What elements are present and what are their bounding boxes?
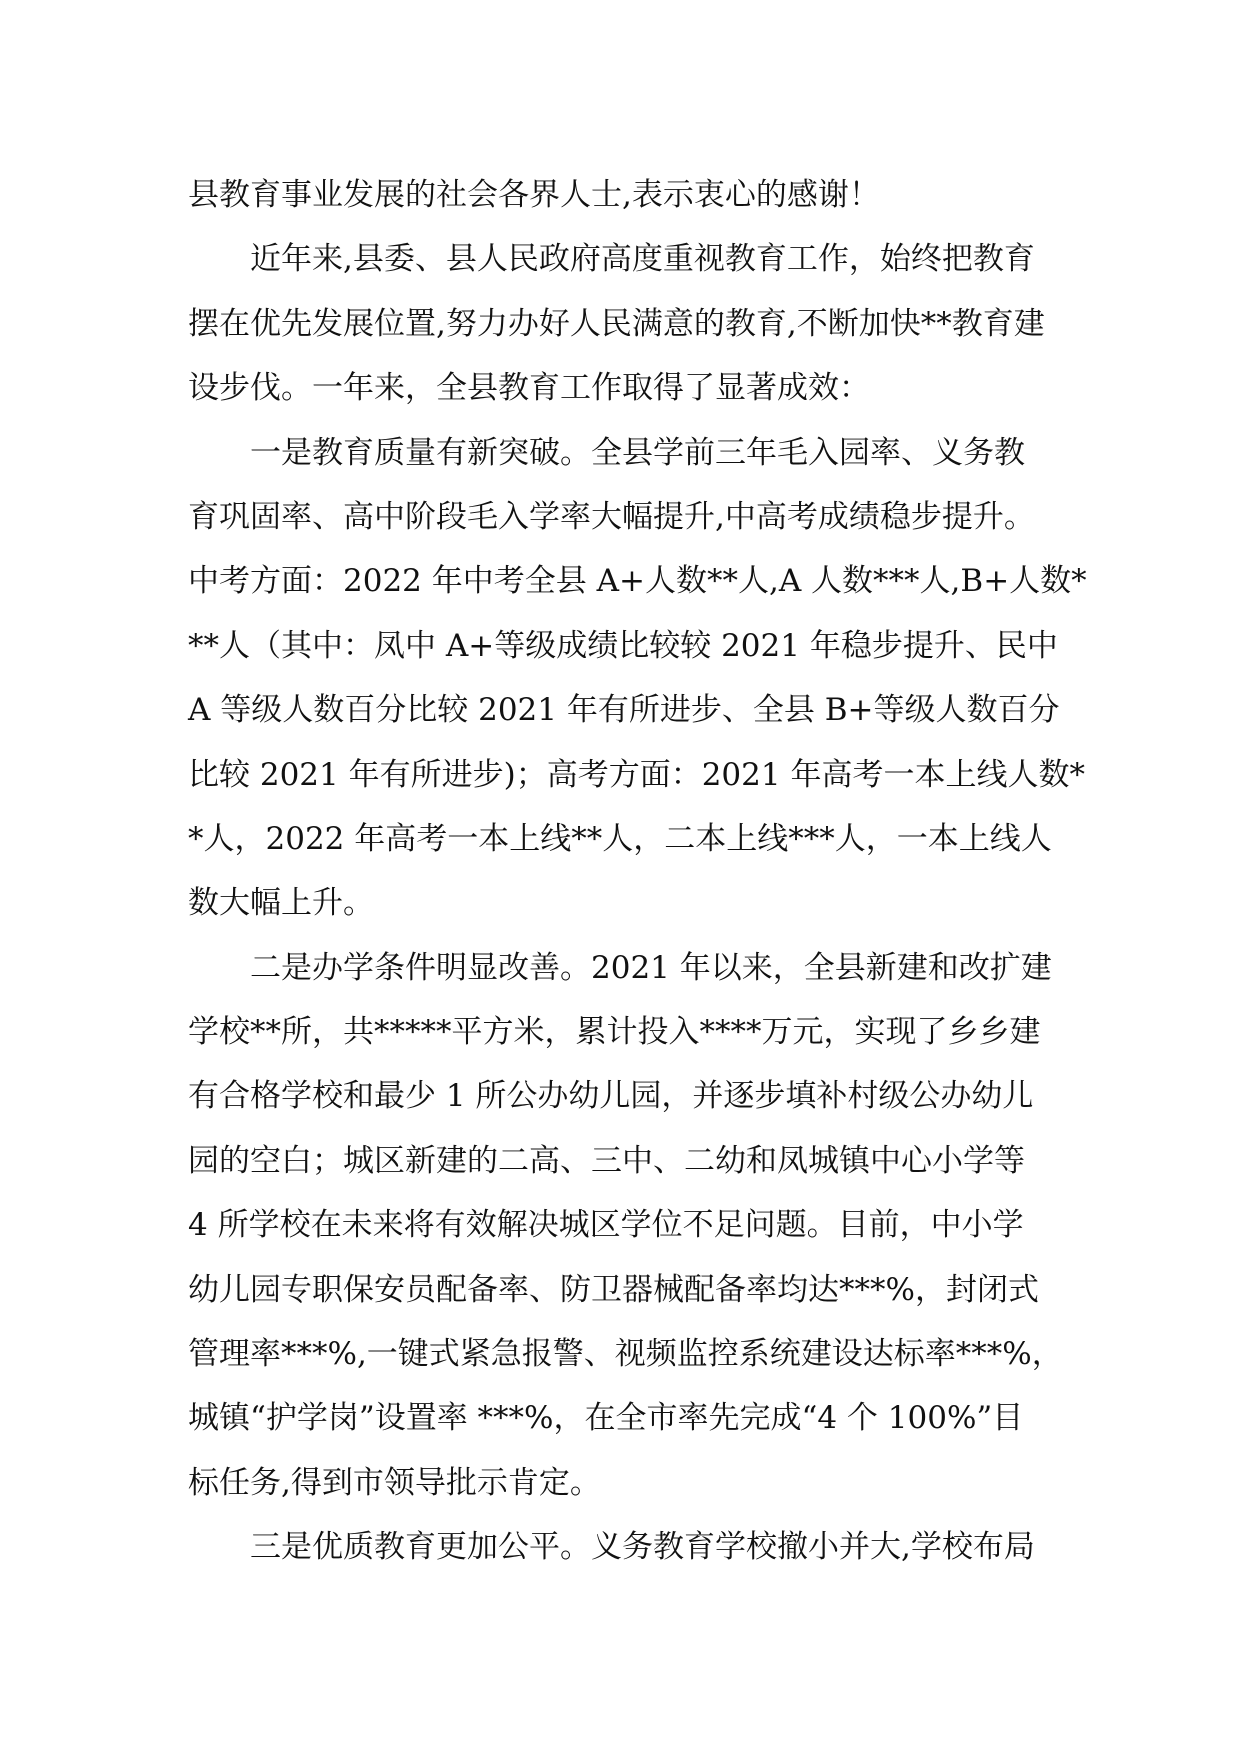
- text-line: 二是办学条件明显改善。2021 年以来，全县新建和改扩建: [250, 949, 1052, 986]
- text-line: 标任务,得到市领导批示肯定。: [188, 1464, 601, 1501]
- text-line: 三是优质教育更加公平。义务教育学校撤小并大,学校布局: [250, 1529, 1035, 1566]
- text-line: 幼儿园专职保安员配备率、防卫器械配备率均达***%，封闭式: [188, 1271, 1039, 1308]
- paragraph-education-fairness: [188, 1515, 1066, 1579]
- text-line: 城镇“护学岗”设置率 ***%，在全市率先完成“4 个 100%”目: [188, 1400, 1024, 1437]
- text-line: 设步伐。一年来，全县教育工作取得了显著成效：: [188, 370, 870, 407]
- text-line: 育巩固率、高中阶段毛入学率大幅提升,中高考成绩稳步提升。: [188, 498, 1035, 535]
- text-line: 学校**所，共*****平方米，累计投入****万元，实现了乡乡建: [188, 1014, 1041, 1051]
- text-line: 管理率***%,一键式紧急报警、视频监控系统建设达标率***%，: [188, 1336, 1063, 1373]
- text-line: **人（其中：凤中 A+等级成绩比较较 2021 年稳步提升、民中: [188, 627, 1058, 664]
- document-body: [188, 163, 1087, 1580]
- paragraph-introduction: [188, 227, 1066, 420]
- text-line: 数大幅上升。: [188, 885, 374, 922]
- text-line: 摆在优先发展位置,努力办好人民满意的教育,不断加快**教育建: [188, 305, 1045, 342]
- text-line: 中考方面：2022 年中考全县 A+人数**人,A 人数***人,B+人数*: [188, 563, 1087, 600]
- text-line: 近年来,县委、县人民政府高度重视教育工作，始终把教育: [250, 241, 1035, 278]
- text-line: 县教育事业发展的社会各界人士,表示衷心的感谢！: [188, 177, 880, 213]
- text-line: 园的空白；城区新建的二高、三中、二幼和凤城镇中心小学等: [188, 1142, 1025, 1179]
- text-line: 有合格学校和最少 1 所公办幼儿园，并逐步填补村级公办幼儿: [188, 1078, 1034, 1115]
- paragraph-education-quality: [188, 421, 1087, 936]
- text-line: 比较 2021 年有所进步)；高考方面：2021 年高考一本上线人数*: [188, 756, 1085, 793]
- paragraph-closing-thanks: [188, 163, 1066, 227]
- text-line: *人，2022 年高考一本上线**人，二本上线***人，一本上线人: [188, 820, 1052, 857]
- text-line: A 等级人数百分比较 2021 年有所进步、全县 B+等级人数百分: [188, 692, 1060, 729]
- text-line: 一是教育质量有新突破。全县学前三年毛入园率、义务教: [250, 434, 1025, 471]
- paragraph-school-conditions: [188, 936, 1066, 1516]
- text-line: 4 所学校在未来将有效解决城区学位不足问题。目前，中小学: [188, 1207, 1024, 1244]
